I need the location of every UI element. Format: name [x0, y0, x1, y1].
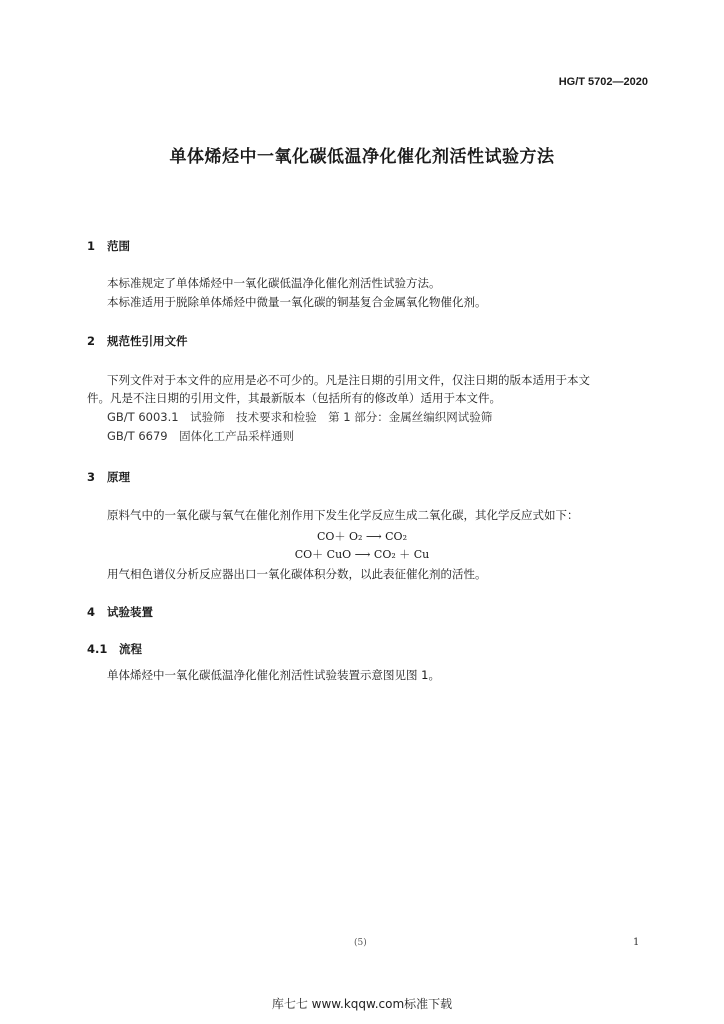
- reference-gbt-6003-1: GB/T 6003.1 试验筛 技术要求和检验 第 1 部分：金属丝编织网试验筛: [107, 410, 493, 424]
- section-3-para-1: 原料气中的一氧化碳与氧气在催化剂作用下发生化学反应生成二氧化碳，其化学反应式如下：: [107, 508, 579, 522]
- section-3-title: 原理: [107, 470, 130, 484]
- document-title: 单体烯烃中一氧化碳低温净化催化剂活性试验方法: [169, 147, 555, 167]
- section-2-para-line-2: 件。凡是不注日期的引用文件，其最新版本（包括所有的修改单）适用于本文件。: [87, 391, 501, 405]
- section-1-title: 范围: [107, 239, 130, 253]
- section-4-heading: [87, 604, 153, 620]
- section-2-number: 2: [87, 334, 96, 348]
- subsection-4-1-title: 流程: [119, 642, 142, 656]
- section-1-para-1: 本标准规定了单体烯烃中一氧化碳低温净化催化剂活性试验方法。: [107, 276, 441, 290]
- section-3-heading: [87, 469, 130, 485]
- reaction-equation-2: CO＋ CuO ⟶ CO₂ ＋ Cu: [294, 548, 430, 561]
- subsection-4-1-heading: [87, 641, 142, 657]
- subsection-4-1-number: 4.1: [87, 642, 108, 656]
- reference-gbt-6679: GB/T 6679 固体化工产品采样通则: [107, 429, 295, 443]
- subsection-4-1-para: 单体烯烃中一氧化碳低温净化催化剂活性试验装置示意图见图 1。: [107, 668, 440, 682]
- section-3-number: 3: [87, 470, 96, 484]
- standard-code: HG/T 5702—2020: [558, 76, 648, 88]
- section-2-heading: [87, 333, 188, 349]
- footer-mark: (5): [354, 938, 367, 948]
- section-4-title: 试验装置: [107, 605, 153, 619]
- section-4-number: 4: [87, 605, 96, 619]
- reaction-equation-1: CO＋ O₂ ⟶ CO₂: [317, 530, 407, 543]
- section-1-heading: [87, 238, 130, 254]
- page-number: 1: [633, 937, 640, 948]
- section-3-para-2: 用气相色谱仪分析反应器出口一氧化碳体积分数，以此表征催化剂的活性。: [107, 567, 487, 581]
- section-2-title: 规范性引用文件: [107, 334, 188, 348]
- section-2-para-line-1: 下列文件对于本文件的应用是必不可少的。凡是注日期的引用文件，仅注日期的版本适用于本文: [107, 373, 590, 387]
- section-1-number: 1: [87, 239, 96, 253]
- section-1-para-2: 本标准适用于脱除单体烯烃中微量一氧化碳的铜基复合金属氧化物催化剂。: [107, 295, 487, 309]
- site-watermark-line: 库七七 www.kqqw.com标准下载: [271, 997, 453, 1011]
